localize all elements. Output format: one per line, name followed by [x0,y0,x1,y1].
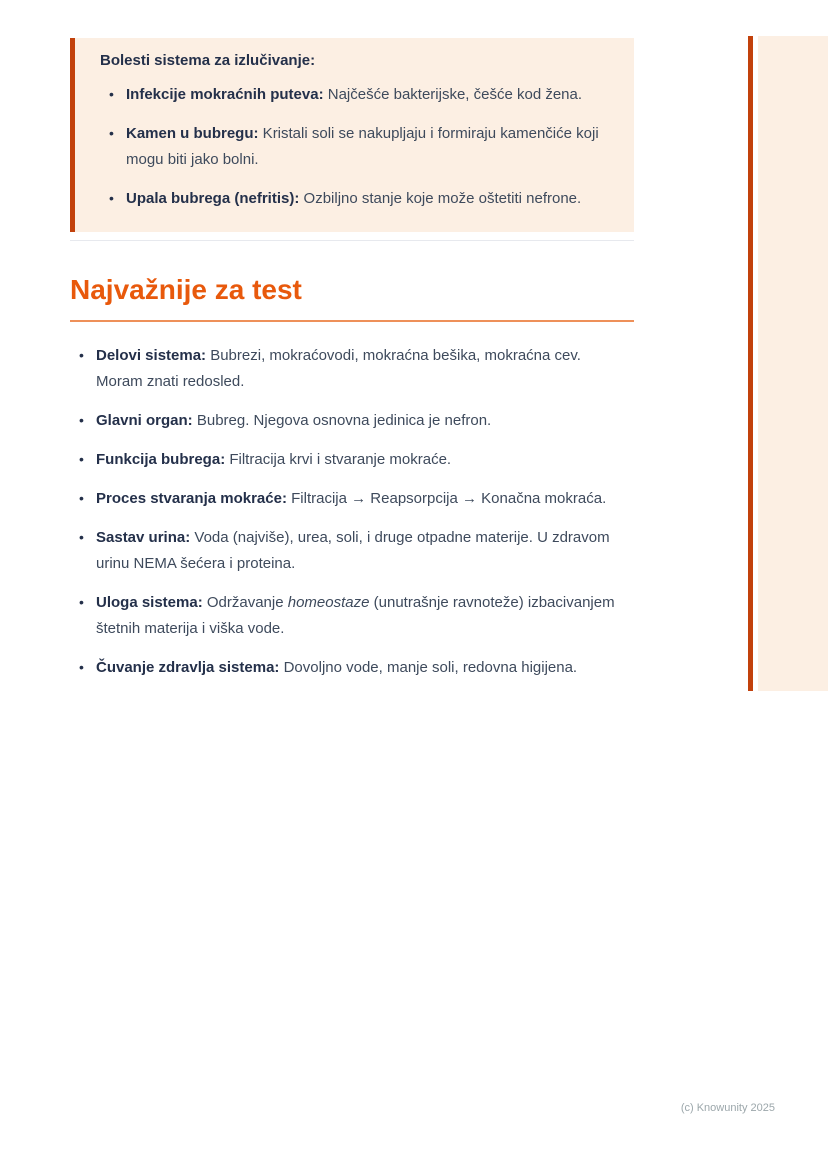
item-label: Delovi sistema: [96,347,207,364]
item-body: Dovoljno vode, manje soli, redovna higijena. [279,659,578,676]
item-label: Čuvanje zdravlja sistema: [96,659,280,676]
list-item [100,186,614,212]
bullet-icon: • [79,347,84,363]
item-body: Filtracija → Reapsorpcija → Konačna mokraća. [286,490,607,507]
bullet-icon: • [79,659,84,675]
bullet-icon: • [79,412,84,428]
item-body: Najčešće bakterijske, češće kod žena. [323,86,583,103]
item-label: Infekcije mokraćnih puteva: [126,86,324,103]
list-item [70,408,622,434]
list-item [70,486,622,512]
item-body: Bubrezi, mokraćovodi, mokraćna bešika, mokraćna cev. Moram znati redosled. [96,347,581,390]
summary-list [70,330,622,681]
section-heading: Najvažnije za test [70,274,302,305]
item-body: Ozbiljno stanje koje može oštetiti nefrone. [299,190,582,207]
item-label: Glavni organ: [96,412,193,429]
callout-title: Bolesti sistema za izlučivanje: [100,52,316,69]
item-body: Filtracija krvi i stvaranje mokraće. [225,451,452,468]
callout-list [100,82,614,212]
next-page-callout-preview [758,36,828,691]
bullet-icon: • [79,490,84,506]
item-body-post: (unutrašnje ravnoteže) izbacivanjem štetnih materija i viška vode. [96,594,615,637]
diseases-callout [70,38,634,232]
bullet-icon: • [109,86,114,102]
list-item [70,447,622,473]
copyright-footer: (c) Knowunity 2025 [680,1102,775,1114]
section-divider [70,240,634,241]
list-item [100,121,614,173]
bullet-icon: • [79,529,84,545]
list-item [70,343,622,395]
item-label: Uloga sistema: [96,594,203,611]
item-label: Funkcija bubrega: [96,451,226,468]
list-item [70,655,622,681]
heading-underline [70,320,634,322]
list-item [70,525,622,577]
item-label: Proces stvaranja mokraće: [96,490,287,507]
item-body: Kristali soli se nakupljaju i formiraju kamenčiće koji mogu biti jako bolni. [126,125,599,168]
list-item [100,82,614,108]
item-body: Bubreg. Njegova osnovna jedinica je nefron. [192,412,492,429]
item-body-italic: homeostaze [287,594,370,611]
next-page-callout-border [748,36,753,691]
bullet-icon: • [109,190,114,206]
bullet-icon: • [79,594,84,610]
item-label: Upala bubrega (nefritis): [126,190,300,207]
item-body-pre: Održavanje [202,594,288,611]
bullet-icon: • [79,451,84,467]
item-label: Sastav urina: [96,529,191,546]
bullet-icon: • [109,125,114,141]
item-body: Voda (najviše), urea, soli, i druge otpadne materije. U zdravom urinu NEMA šećera i proteina. [96,529,610,572]
list-item [70,590,622,642]
item-label: Kamen u bubregu: [126,125,259,142]
